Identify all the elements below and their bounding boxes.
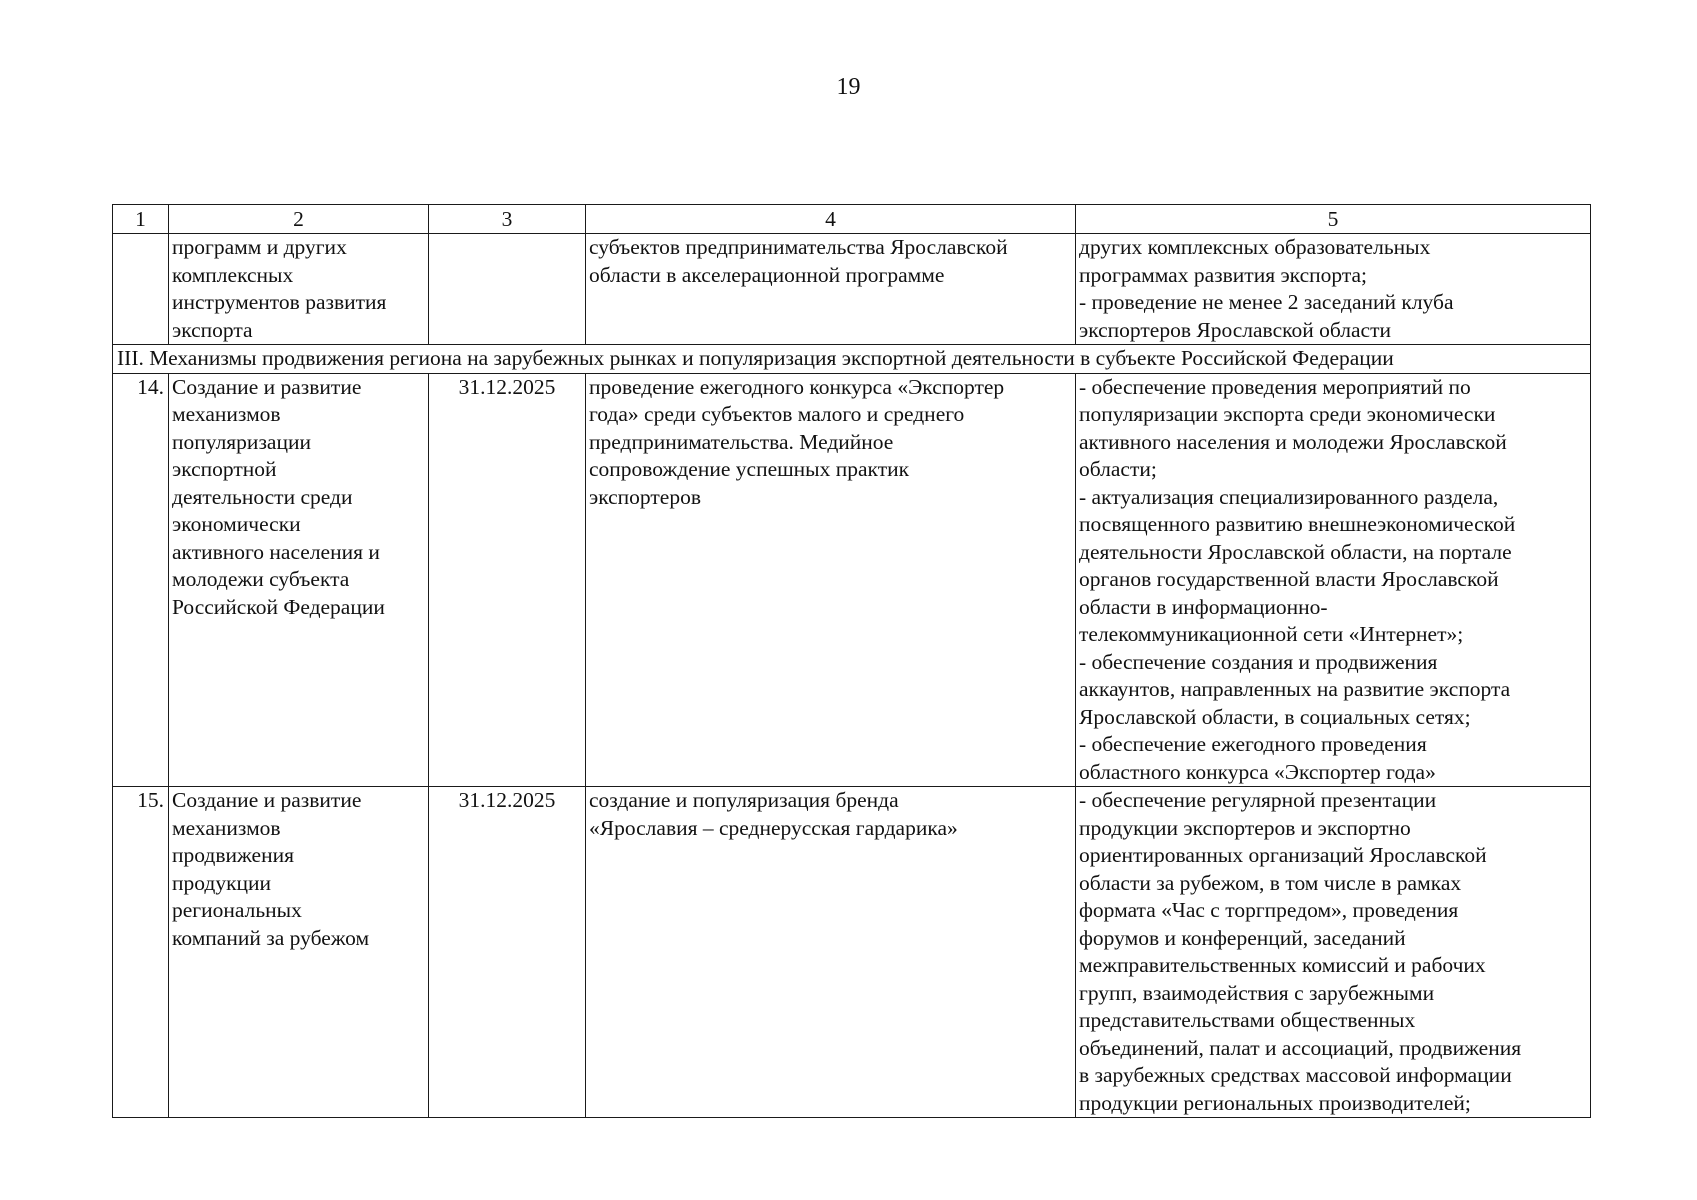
- continuation-row-deadline: [429, 234, 586, 345]
- cell-text-line: телекоммуникационной сети «Интернет»;: [1079, 622, 1464, 646]
- cell-text-line: области за рубежом, в том числе в рамках: [1079, 870, 1462, 895]
- cell-text-line: программ и других: [172, 235, 347, 259]
- cell-text-line: продвижения: [172, 843, 294, 867]
- table-row: [113, 787, 1591, 1118]
- cell-text-line: Создание и развитие: [172, 374, 362, 399]
- continuation-row-result: [1076, 234, 1591, 345]
- row-event: [586, 787, 1076, 1118]
- cell-text-line: объединений, палат и ассоциаций, продвижения: [1079, 1035, 1522, 1060]
- cell-text-line: органов государственной власти Ярославской: [1079, 567, 1499, 591]
- measures-table: [112, 204, 1591, 1118]
- cell-text-line: области в акселерационной программе: [589, 262, 945, 287]
- cell-text-line: экспорта: [172, 317, 253, 342]
- row-number: 14.: [113, 373, 169, 787]
- cell-text-line: межправительственных комиссий и рабочих: [1079, 953, 1486, 977]
- page-number: 19: [836, 74, 861, 100]
- cell-text-line: других комплексных образовательных: [1079, 235, 1431, 259]
- row-measure: [169, 787, 429, 1118]
- column-header-4: 4: [586, 205, 1076, 234]
- section-title: III. Механизмы продвижения региона на зарубежных рынках и популяризация экспортной деятельности в субъекте Российской Федерации: [113, 345, 1591, 374]
- cell-text-line: - обеспечение регулярной презентации: [1079, 788, 1437, 812]
- table-row: [113, 373, 1591, 787]
- column-header-3: 3: [429, 205, 586, 234]
- cell-text-line: продукции: [172, 870, 272, 895]
- cell-text-line: в зарубежных средствах массовой информации: [1079, 1063, 1512, 1087]
- row-event: [586, 373, 1076, 787]
- cell-text-line: - обеспечение ежегодного проведения: [1079, 732, 1427, 756]
- cell-text-line: - проведение не менее 2 заседаний клуба: [1079, 290, 1454, 314]
- cell-text-line: - обеспечение проведения мероприятий по: [1079, 374, 1471, 399]
- cell-text-line: компаний за рубежом: [172, 925, 370, 950]
- continuation-row-measure: [169, 234, 429, 345]
- cell-text-line: деятельности среди: [172, 484, 353, 509]
- row-result: [1076, 373, 1591, 787]
- cell-text-line: региональных: [172, 898, 302, 922]
- cell-text-line: - актуализация специализированного раздела,: [1079, 484, 1499, 509]
- cell-text-line: посвященного развитию внешнеэкономической: [1079, 512, 1516, 536]
- cell-text-line: представительствами общественных: [1079, 1008, 1416, 1032]
- cell-text-line: форумов и конференций, заседаний: [1079, 925, 1406, 950]
- column-header-5: 5: [1076, 205, 1591, 234]
- cell-text-line: активного населения и молодежи Ярославской: [1079, 429, 1507, 454]
- cell-text-line: экспортеров Ярославской области: [1079, 317, 1391, 342]
- row-number: 15.: [113, 787, 169, 1118]
- cell-text-line: - обеспечение создания и продвижения: [1079, 649, 1438, 674]
- cell-text-line: активного населения и: [172, 539, 380, 564]
- column-number-header-row: [113, 205, 1591, 234]
- cell-text-line: инструментов развития: [172, 290, 387, 314]
- cell-text-line: проведение ежегодного конкурса «Экспортер: [589, 374, 1005, 399]
- cell-text-line: Ярославской области, в социальных сетях;: [1079, 704, 1471, 729]
- continuation-row: [113, 234, 1591, 345]
- cell-text-line: групп, взаимодействия с зарубежными: [1079, 980, 1435, 1005]
- row-result: [1076, 787, 1591, 1118]
- cell-text-line: областного конкурса «Экспортер года»: [1079, 759, 1436, 784]
- cell-text-line: популяризации: [172, 429, 311, 454]
- cell-text-line: года» среди субъектов малого и среднего: [589, 402, 965, 426]
- continuation-row-event: [586, 234, 1076, 345]
- cell-text-line: программах развития экспорта;: [1079, 262, 1368, 287]
- row-deadline: 31.12.2025: [429, 373, 586, 787]
- cell-text-line: Создание и развитие: [172, 788, 362, 812]
- cell-text-line: формата «Час с торгпредом», проведения: [1079, 898, 1459, 922]
- row-measure: [169, 373, 429, 787]
- cell-text-line: аккаунтов, направленных на развитие экспорта: [1079, 677, 1511, 701]
- cell-text-line: экспортной: [172, 457, 277, 481]
- column-header-1: 1: [113, 205, 169, 234]
- cell-text-line: сопровождение успешных практик: [589, 457, 910, 481]
- cell-text-line: комплексных: [172, 262, 294, 287]
- cell-text-line: деятельности Ярославской области, на портале: [1079, 539, 1512, 564]
- cell-text-line: ориентированных организаций Ярославской: [1079, 843, 1487, 867]
- column-header-2: 2: [169, 205, 429, 234]
- cell-text-line: экспортеров: [589, 484, 701, 509]
- cell-text-line: Российской Федерации: [172, 594, 385, 619]
- cell-text-line: молодежи субъекта: [172, 567, 350, 591]
- cell-text-line: «Ярославия – среднерусская гардарика»: [589, 815, 958, 840]
- cell-text-line: экономически: [172, 512, 301, 536]
- cell-text-line: продукции экспортеров и экспортно: [1079, 815, 1411, 840]
- cell-text-line: популяризации экспорта среди экономически: [1079, 402, 1496, 426]
- cell-text-line: механизмов: [172, 815, 281, 840]
- continuation-row-number: [113, 234, 169, 345]
- row-deadline: 31.12.2025: [429, 787, 586, 1118]
- section-row: [113, 345, 1591, 374]
- cell-text-line: субъектов предпринимательства Ярославской: [589, 235, 1008, 259]
- cell-text-line: механизмов: [172, 402, 281, 426]
- cell-text-line: продукции региональных производителей;: [1079, 1090, 1471, 1115]
- cell-text-line: области в информационно-: [1079, 594, 1328, 619]
- cell-text-line: предпринимательства. Медийное: [589, 429, 894, 454]
- cell-text-line: создание и популяризация бренда: [589, 788, 899, 812]
- cell-text-line: области;: [1079, 457, 1157, 481]
